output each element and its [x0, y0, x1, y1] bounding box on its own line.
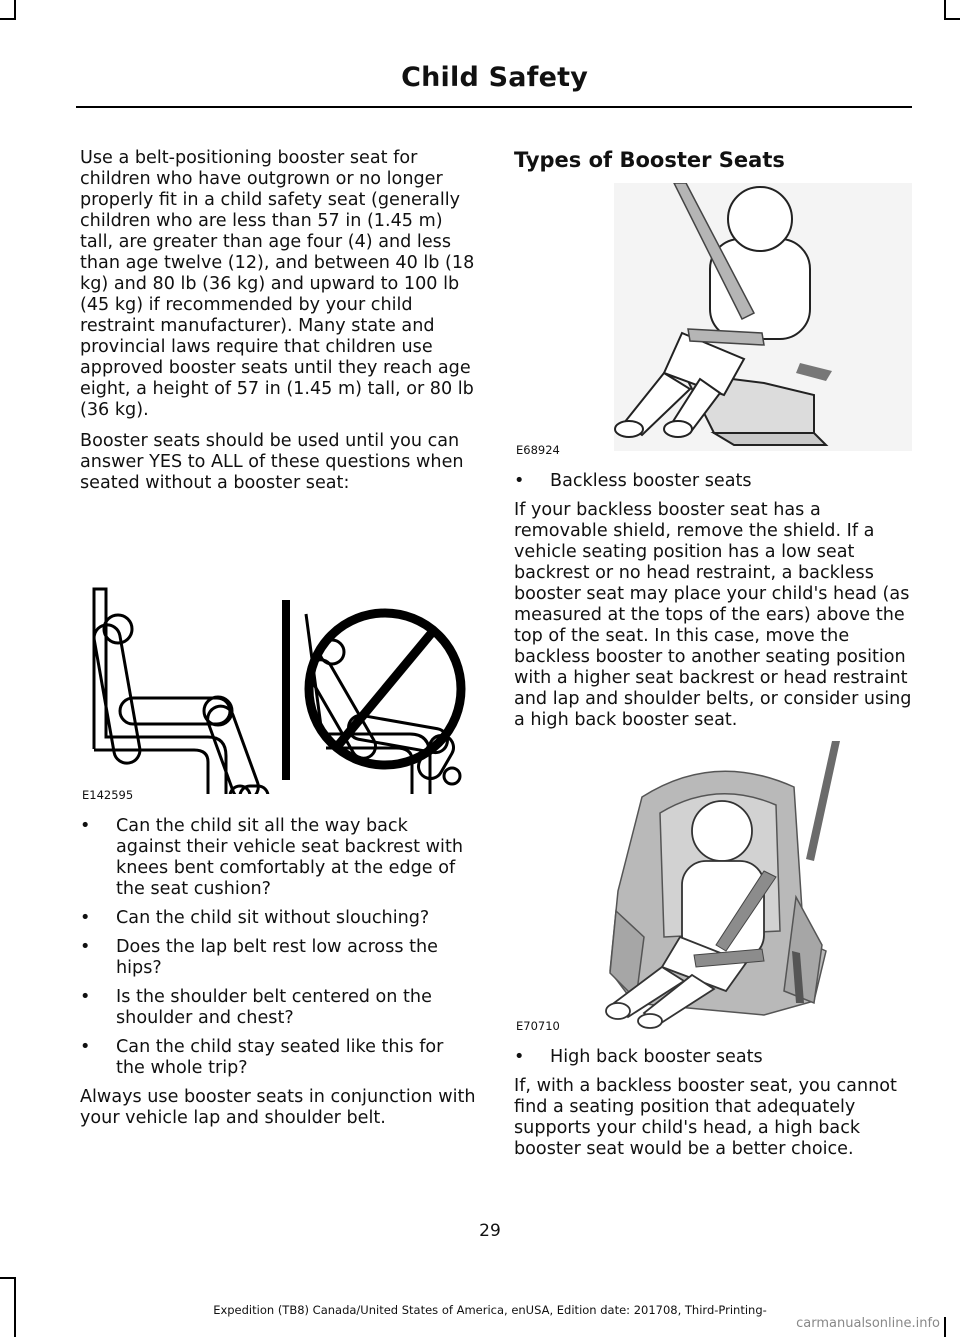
question-text: Is the shoulder belt centered on the shoulder and chest?	[116, 987, 432, 1028]
question-text: Does the lap belt rest low across the hips?	[116, 937, 438, 978]
crop-mark	[0, 18, 16, 20]
intro-paragraph: Use a belt-positioning booster seat for children who have outgrown or no longer properly fit in a child safety seat (generally children who are less than 57 in (1.45 m) tall, are greater than age four (4) and less than age twelve (12), and between 40 lb (18 kg) and 80 lb (36 kg) and upward to 100 lb (45 kg) if recommended by your child restraint manufacturer). Many state and provincial laws require that children use approved booster seats until they reach age eight, a height of 57 in (1.45 m) tall, or 80 lb (36 kg).	[80, 148, 475, 420]
booster-type-label: High back booster seats	[550, 1047, 763, 1067]
crop-mark	[944, 18, 960, 20]
backless-booster-figure	[514, 183, 912, 461]
section-title: Types of Booster Seats	[514, 148, 785, 172]
page-number: 29	[479, 1221, 501, 1241]
bullet-marker: •	[80, 987, 91, 1007]
list-item	[514, 471, 912, 492]
crop-mark	[944, 0, 946, 20]
seat-fit-illustration	[80, 504, 476, 794]
lead-paragraph: Booster seats should be used until you can answer YES to ALL of these questions when seated without a booster seat:	[80, 431, 464, 493]
backless-paragraph: If your backless booster seat has a removable shield, remove the shield. If a vehicle seating position has a low seat backrest or no head restraint, a backless booster seat may place your child's head (as measured at the tops of the ears) above the top of the seat. In this case, move the backless booster to another seating position with a higher seat backrest or head restraint and lap and shoulder belts, or consider using a high back booster seat.	[514, 500, 912, 730]
bullet-marker: •	[80, 816, 91, 836]
bullet-marker: •	[514, 1047, 525, 1067]
comparison-divider	[282, 600, 290, 780]
highback-booster-illustration	[514, 741, 912, 1029]
question-text: Can the child stay seated like this for the whole trip?	[116, 1037, 444, 1078]
highback-paragraph: If, with a backless booster seat, you cannot find a seating position that adequately supports your child's head, a high back booster seat would be a better choice.	[514, 1076, 897, 1159]
list-item	[80, 937, 476, 979]
list-item	[80, 1037, 476, 1079]
bullet-marker: •	[514, 471, 525, 491]
booster-type-list	[514, 471, 912, 492]
bullet-marker: •	[80, 908, 91, 928]
crop-mark	[944, 1317, 946, 1337]
figure-code: E142595	[82, 788, 134, 802]
page-title: Child Safety	[401, 62, 588, 93]
closing-paragraph: Always use booster seats in conjunction with your vehicle lap and shoulder belt.	[80, 1087, 476, 1128]
crop-mark	[14, 0, 16, 20]
list-item	[80, 816, 476, 900]
footer-text: Expedition (TB8) Canada/United States of America, enUSA, Edition date: 201708, Third-Printing-	[213, 1303, 767, 1317]
question-text: Can the child sit all the way back against their vehicle seat backrest with knees bent comfortably at the edge of the seat cushion?	[116, 816, 463, 899]
bullet-marker: •	[80, 1037, 91, 1057]
backless-booster-illustration	[514, 183, 912, 451]
seat-fit-figure	[80, 504, 476, 806]
watermark: carmanualsonline.info	[796, 1316, 940, 1331]
header-divider	[76, 106, 912, 108]
list-item	[80, 987, 476, 1029]
question-text: Can the child sit without slouching?	[116, 908, 430, 928]
right-column	[514, 148, 912, 1170]
left-column	[80, 148, 476, 1139]
list-item	[80, 908, 476, 929]
figure-code: E70710	[516, 1019, 560, 1033]
highback-booster-figure	[514, 741, 912, 1037]
booster-type-label: Backless booster seats	[550, 471, 752, 491]
crop-mark	[0, 1277, 16, 1279]
booster-type-list	[514, 1047, 912, 1068]
figure-code: E68924	[516, 443, 560, 457]
question-list	[80, 816, 476, 1079]
bullet-marker: •	[80, 937, 91, 957]
list-item	[514, 1047, 912, 1068]
prohibition-sign	[309, 613, 461, 765]
